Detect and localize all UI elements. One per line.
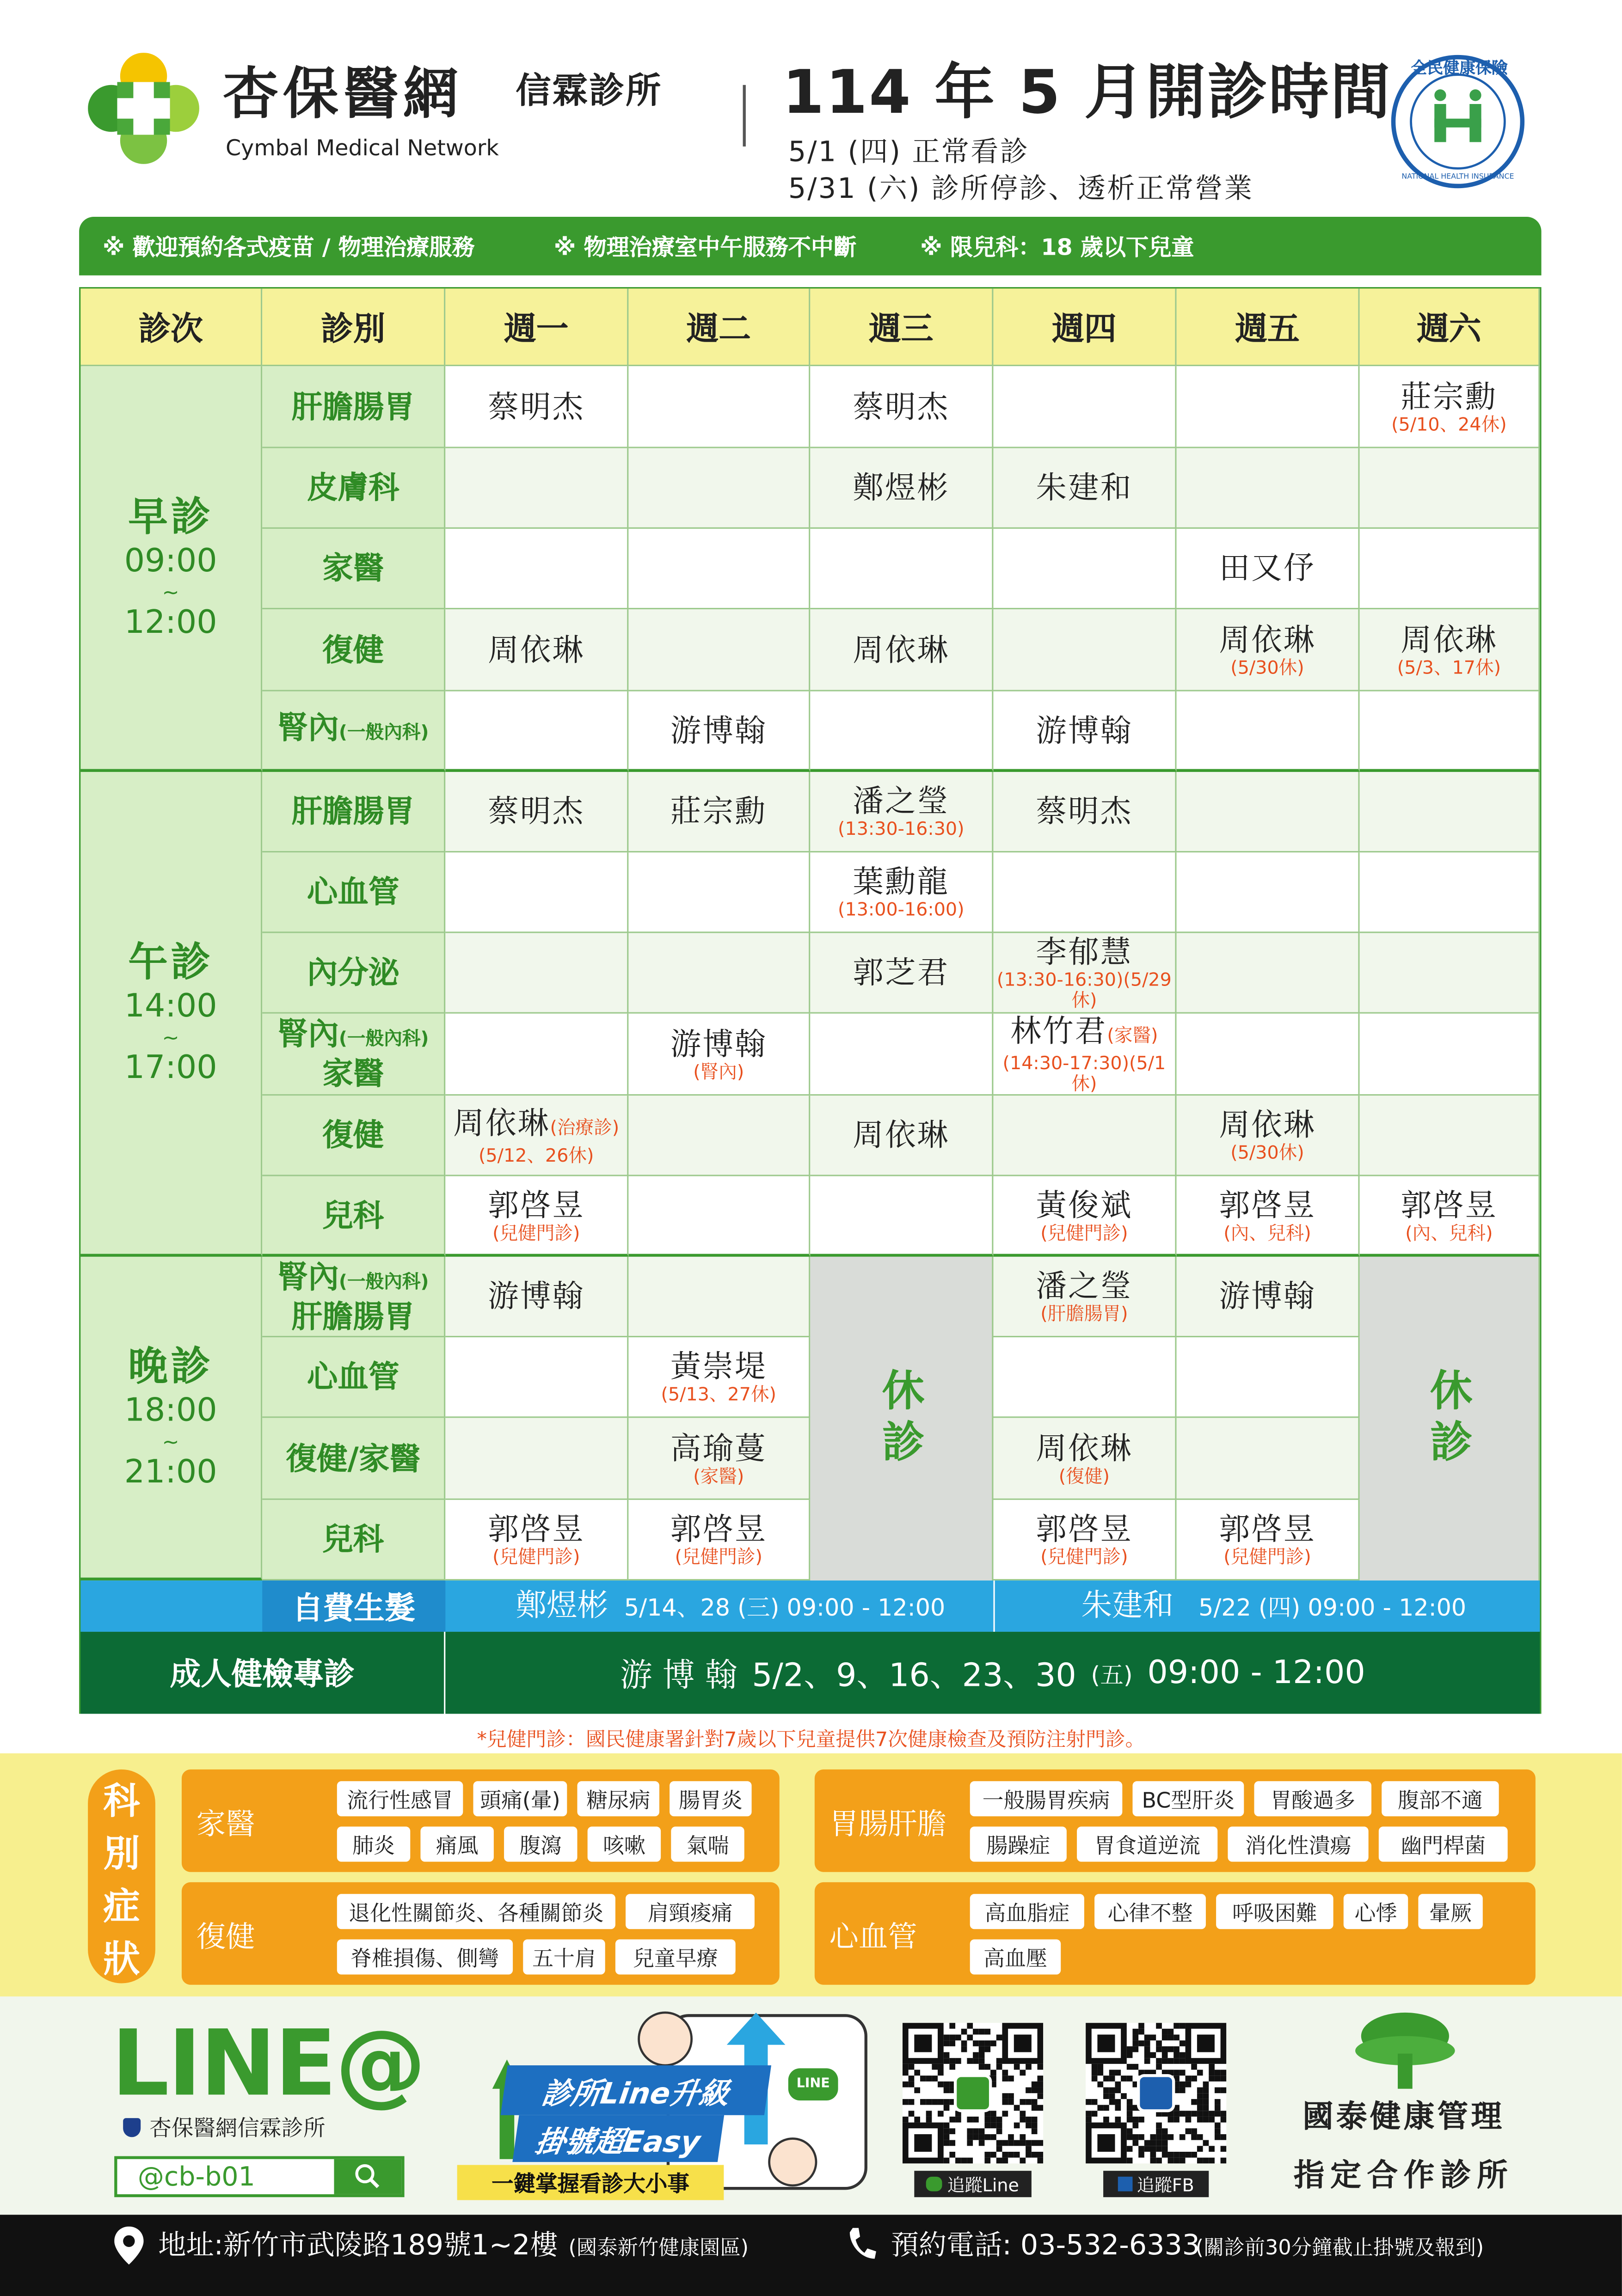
schedule-cell [993,772,1176,852]
doctor-tag: (家醫) [1107,1023,1158,1046]
symptom-tag: 胃酸過多 [1254,1781,1371,1816]
doctor-name: 周依琳 [1036,1430,1133,1466]
doctor-name: 游博翰 [488,1279,585,1314]
symptom-group-label: 家醫 [196,1805,255,1841]
department-label [262,366,445,448]
symptom-tag: 一般腸胃疾病 [970,1781,1123,1816]
schedule-cell [1360,852,1540,933]
schedule-note: (13:30-16:30) [838,817,965,839]
column-header: 週一 [445,288,628,366]
schedule-cell [1360,609,1540,691]
schedule-cell [445,772,628,852]
schedule-note: (內、兒科) [1405,1221,1493,1243]
symptom-tag: 肩頸痠痛 [626,1894,755,1929]
schedule-note: (兒健門診) [492,1221,580,1243]
doctor-name: 潘之瑩 [1036,1268,1133,1304]
schedule-cell [1360,692,1540,772]
doctor-name: 郭啓昱 [488,1512,585,1547]
schedule-cell [628,366,810,448]
line-at-logo: LINE@ [111,2009,425,2117]
symptom-tag: 退化性關節炎、各種關節炎 [337,1894,615,1929]
doctor-name: 周依琳 [1219,1107,1316,1143]
department-name: 肝膽腸胃 [291,794,415,829]
session-start: 09:00 [124,543,217,580]
symptom-tag: 消化性潰瘍 [1228,1826,1368,1861]
doctor-name: 莊宗勳 [670,794,767,829]
symptom-group-label: 胃腸肝膽 [829,1805,947,1841]
schedule-cell [993,692,1176,772]
department-label [262,1337,445,1418]
schedule-cell [628,1096,810,1176]
department-label [262,1096,445,1176]
schedule-note: (5/12、26休) [479,1143,594,1165]
department-label [262,852,445,933]
checkup-label: 成人健檢專診 [80,1632,445,1714]
doctor-name: 林竹君 [1010,1013,1107,1049]
schedule-cell [810,609,993,691]
column-header: 診別 [262,288,445,366]
doctor-name: 游博翰 [1219,1279,1316,1314]
hair-doctor-2: 朱建和 [1081,1587,1174,1623]
notice-line-1: 5/1 (四) 正常看診 [788,136,1030,169]
facebook-small-icon [1118,2177,1133,2192]
session-tilde: ~ [162,581,179,605]
schedule-note: (兒健門診) [1040,1545,1128,1567]
doctor-name: 周依琳 [453,1105,550,1140]
schedule-note: (5/30休) [1230,1141,1304,1163]
schedule-cell [1177,692,1360,772]
doctor-name: 莊宗勳 [1401,379,1498,414]
session-end: 21:00 [124,1454,217,1491]
schedule-cell [445,366,628,448]
department-name: 家醫 [322,551,384,586]
schedule-cell [1177,1500,1360,1580]
schedule-cell [993,1257,1176,1337]
search-icon[interactable] [334,2159,401,2194]
brand-english: Cymbal Medical Network [225,135,499,161]
department-name-secondary: 家醫 [322,1056,384,1091]
symptom-group-label: 復健 [196,1918,255,1953]
doctor-name: 周依琳 [853,632,950,667]
schedule-cell [628,692,810,772]
schedule-cell [628,1257,810,1337]
schedule-cell [810,366,993,448]
qr-fb-label-text: 追蹤FB [1137,2174,1194,2195]
schedule-cell [993,933,1176,1014]
brand-name: 杏保醫網 [222,61,463,126]
doctor-name: 田又伃 [1219,551,1316,586]
doctor-name: 蔡明杰 [488,389,585,424]
schedule-cell [445,692,628,772]
doctor-name: 游博翰 [670,1026,767,1061]
doctor-name: 周依琳 [853,1117,950,1153]
department-label [262,1418,445,1500]
session-end: 12:00 [124,604,217,641]
symptoms-title [88,1769,155,1984]
doctor-name: 周依琳 [488,632,585,667]
department-label [262,448,445,529]
doctor-name: 潘之瑩 [853,784,950,819]
banner-item-pediatrics: ※ 限兒科：18 歲以下兒童 [920,234,1194,261]
symptom-tag: 咳嗽 [588,1826,661,1861]
doctor-name: 黃俊斌 [1036,1187,1133,1223]
department-name: 皮膚科 [307,470,399,506]
schedule-note: (13:00-16:00) [838,898,965,920]
column-header: 週三 [810,288,993,366]
symptom-tag: BC型肝炎 [1132,1781,1244,1816]
department-subtype: (一般內科) [338,1269,429,1292]
schedule-cell [445,1014,628,1096]
schedule-cell [810,448,993,529]
slogan-one-click: 一鍵掌握看診大小事 [457,2165,724,2200]
schedule-note: (5/30休) [1230,655,1304,678]
department-name: 肝膽腸胃 [291,389,415,424]
line-badge: LINE [788,2068,838,2100]
symptom-tag: 肺炎 [337,1826,410,1861]
department-name: 腎內 [277,710,339,746]
promo-clinic-name: 杏保醫網信霖診所 [149,2115,326,2142]
session-name: 晚診 [128,1344,214,1390]
schedule-cell [993,366,1176,448]
checkup-weekday: (五) [1091,1660,1133,1689]
closed-block: 休診 [1360,1257,1540,1580]
symptom-tag: 高血脂症 [970,1894,1084,1929]
schedule-cell [445,529,628,609]
schedule-cell [810,933,993,1014]
schedule-cell [628,1418,810,1500]
page-title: 114 年 5 月開診時間 [782,57,1392,128]
schedule-cell [810,772,993,852]
schedule-cell [1177,1418,1360,1500]
schedule-cell [810,1096,993,1176]
schedule-cell [993,529,1176,609]
schedule-note: (復健) [1058,1464,1110,1486]
schedule-cell [810,692,993,772]
doctor-name: 游博翰 [670,712,767,748]
session-tilde: ~ [162,1430,179,1454]
department-label [262,529,445,609]
symptom-tag: 流行性感冒 [337,1781,463,1816]
banner-item-vaccine: ※ 歡迎預約各式疫苗 / 物理治療服務 [102,234,475,261]
doctor-name: 蔡明杰 [488,794,585,829]
hair-divider [993,1580,995,1632]
schedule-cell [445,852,628,933]
session-name: 午診 [128,939,214,986]
symptom-tag: 心悸 [1344,1894,1408,1929]
doctor-name: 周依琳 [1219,622,1316,657]
qr-code-line[interactable] [903,2023,1043,2163]
doctor-name: 蔡明杰 [853,389,950,424]
column-header: 週五 [1177,288,1360,366]
doctor-name: 游博翰 [1036,712,1133,748]
doctor-name: 郭啓昱 [670,1512,767,1547]
doctor-name: 葉勳龍 [853,864,950,900]
notice-line-2: 5/31 (六) 診所停診、透析正常營業 [788,172,1254,205]
symptom-tag: 頭痛(暈) [473,1781,567,1816]
hair-time-1: 5/14、28 (三) 09:00 - 12:00 [624,1593,946,1622]
schedule-cell [1177,1176,1360,1257]
schedule-cell [628,933,810,1014]
department-name-secondary: 肝膽腸胃 [291,1298,415,1334]
department-subtype: (一般內科) [338,1027,429,1049]
schedule-cell [993,1500,1176,1580]
schedule-cell [993,1096,1176,1176]
doctor-name: 黃崇堤 [670,1349,767,1384]
department-label [262,1014,445,1096]
department-name: 心血管 [307,874,399,910]
schedule-note: (5/13、27休) [661,1383,777,1405]
clinic-shield-icon [123,2118,141,2137]
department-name: 復健/家醫 [286,1440,420,1476]
symptom-tag: 腹瀉 [504,1826,577,1861]
session-cell [80,1257,262,1580]
header-divider [743,85,746,147]
session-tilde: ~ [162,1026,179,1050]
schedule-cell [1360,1014,1540,1096]
symptoms-title-char: 別 [103,1832,140,1875]
symptom-tag: 兒童早療 [615,1939,736,1974]
schedule-cell [1177,1257,1360,1337]
schedule-cell [1360,448,1540,529]
schedule-note: (13:30-16:30)(5/29休) [996,968,1172,1011]
department-name: 腎內 [277,1016,339,1052]
line-small-icon [927,2177,943,2192]
location-pin-icon [114,2227,143,2265]
schedule-note: (兒健門診) [492,1545,580,1567]
schedule-cell [445,1337,628,1418]
schedule-note: (家醫) [693,1464,744,1486]
department-label [262,1257,445,1337]
department-label [262,933,445,1014]
schedule-cell [1177,852,1360,933]
doctor-name: 郭芝君 [853,955,950,991]
symptom-group-label: 心血管 [829,1918,917,1953]
symptom-tag: 腹部不適 [1382,1781,1499,1816]
schedule-cell [628,448,810,529]
doctor-name: 周依琳 [1401,622,1498,657]
schedule-note: (14:30-17:30)(5/1休) [1002,1052,1166,1095]
department-label [262,772,445,852]
symptom-tag: 心律不整 [1094,1894,1206,1929]
schedule-note: (兒健門診) [1223,1545,1311,1567]
hair-loss-label: 自費生髮 [262,1580,445,1632]
schedule-cell [445,448,628,529]
department-label [262,1500,445,1580]
doctor-name: 郭啓昱 [1036,1512,1133,1547]
qr-line-label [914,2171,1032,2197]
schedule-cell [628,852,810,933]
brand-subname: 信霖診所 [516,70,663,111]
schedule-cell [445,933,628,1014]
department-name: 兒科 [322,1197,384,1233]
column-header: 診次 [80,288,262,366]
doctor-name: 郭啓昱 [1219,1187,1316,1223]
schedule-cell [445,1176,628,1257]
doctor-name: 郭啓昱 [1401,1187,1498,1223]
schedule-cell [1177,366,1360,448]
qr-line-label-text: 追蹤Line [947,2174,1019,2195]
symptom-tag: 氣喘 [671,1826,744,1861]
department-subtype: (一般內科) [338,721,429,743]
symptom-tag: 腸胃炎 [670,1781,751,1816]
session-end: 17:00 [124,1049,217,1086]
nhi-badge-text: 全民健康保險 [1411,58,1508,78]
hair-time-2: 5/22 (四) 09:00 - 12:00 [1198,1593,1467,1622]
schedule-note: (內、兒科) [1223,1221,1311,1243]
department-name: 內分泌 [307,955,399,991]
partner-designation: 指定合作診所 [1294,2157,1514,2193]
doctor-name: 朱建和 [1036,470,1133,506]
checkup-dates: 5/2、9、16、23、30 [752,1657,1076,1694]
cathay-tree-icon [1351,2007,1459,2092]
schedule-cell [1177,1337,1360,1418]
checkup-time: 09:00 - 12:00 [1147,1654,1365,1691]
schedule-cell [628,1014,810,1096]
column-header: 週四 [993,288,1176,366]
schedule-note: (5/3、17休) [1397,655,1501,678]
schedule-cell [1177,448,1360,529]
schedule-cell [993,1176,1176,1257]
symptom-tag: 呼吸困難 [1216,1894,1333,1929]
banner-item-physio: ※ 物理治療室中午服務不中斷 [553,234,857,261]
checkup-doc: 游 博 翰 [620,1657,737,1694]
symptom-tag: 腸躁症 [970,1826,1067,1861]
footnote: *兒健門診：國民健康署針對7歲以下兒童提供7次健康檢查及預防注射門診。 [477,1728,1145,1752]
schedule-cell [628,529,810,609]
symptom-tag: 五十肩 [523,1939,605,1974]
schedule-cell [1360,366,1540,448]
schedule-cell [628,1500,810,1580]
schedule-cell [993,448,1176,529]
session-cell [80,366,262,772]
address-text: 地址:新竹市武陵路189號1~2樓 [158,2229,558,2262]
symptom-tag: 高血壓 [970,1939,1061,1974]
schedule-cell [1177,1014,1360,1096]
department-name: 復健 [322,1117,384,1153]
department-name: 腎內 [277,1259,339,1294]
schedule-cell [810,852,993,933]
department-name: 兒科 [322,1522,384,1557]
schedule-cell [445,1500,628,1580]
schedule-cell [445,1257,628,1337]
department-name: 復健 [322,632,384,667]
qr-fb-label [1103,2171,1209,2197]
column-header: 週六 [1360,288,1540,366]
schedule-cell [993,1337,1176,1418]
schedule-cell [1360,1096,1540,1176]
schedule-cell [1177,529,1360,609]
phone-icon [847,2227,876,2262]
schedule-cell [628,772,810,852]
phone-note: (關診前30分鐘截止掛號及報到) [1195,2236,1484,2260]
schedule-cell [628,1176,810,1257]
slogan-line-upgrade: 診所Line升級 [500,2065,771,2115]
session-cell [80,772,262,1257]
session-name: 早診 [128,494,214,540]
symptoms-title-char: 科 [103,1780,140,1822]
schedule-cell [445,1418,628,1500]
schedule-cell [810,1014,993,1096]
hair-doctor-1: 鄭煜彬 [516,1587,608,1623]
schedule-cell [810,1176,993,1257]
line-id-text: @cb-b01 [137,2162,255,2193]
schedule-cell [1177,933,1360,1014]
symptoms-title-char: 狀 [103,1938,140,1981]
doctor-tag: (治療診) [550,1115,620,1138]
session-start: 14:00 [124,988,217,1025]
department-name: 心血管 [307,1359,399,1395]
symptom-tag: 暈厥 [1418,1894,1482,1929]
schedule-cell [1177,1096,1360,1176]
schedule-cell [628,1337,810,1418]
nhi-badge-english: NATIONAL HEALTH INSURANCE [1401,172,1514,182]
doctor-name: 李郁慧 [1036,934,1133,970]
schedule-note: (肝膽腸胃) [1040,1302,1128,1324]
schedule-cell [445,1096,628,1176]
schedule-cell [1360,772,1540,852]
phone-text[interactable]: 預約電話: 03-532-6333 [891,2229,1200,2262]
doctor-name: 高瑜蔓 [670,1430,767,1466]
department-label [262,1176,445,1257]
schedule-cell [1360,933,1540,1014]
schedule-cell [628,609,810,691]
schedule-cell [1360,1176,1540,1257]
department-label [262,609,445,691]
session-start: 18:00 [124,1392,217,1429]
doctor-name: 郭啓昱 [488,1187,585,1223]
line-id-search-box[interactable] [114,2156,404,2197]
schedule-note: (兒健門診) [1040,1221,1128,1243]
schedule-note: (兒健門診) [675,1545,762,1567]
qr-code-facebook[interactable] [1086,2023,1226,2163]
address-note: (國泰新竹健康園區) [568,2236,749,2260]
schedule-cell [810,529,993,609]
department-label [262,692,445,772]
doctor-name: 鄭煜彬 [853,470,950,506]
doctor-name: 蔡明杰 [1036,794,1133,829]
symptom-tag: 胃食道逆流 [1077,1826,1217,1861]
clinic-logo-icon [88,53,199,164]
schedule-cell [993,852,1176,933]
checkup-detail [445,1632,1540,1714]
symptoms-title-char: 症 [103,1885,140,1928]
symptom-tag: 脊椎損傷、側彎 [337,1939,513,1974]
schedule-cell [1177,609,1360,691]
symptom-tag: 幽門桿菌 [1379,1826,1508,1861]
schedule-note: (腎內) [693,1059,744,1082]
schedule-cell [993,609,1176,691]
schedule-note: (5/10、24休) [1391,412,1507,435]
closed-block: 休診 [810,1257,993,1580]
schedule-cell [993,1418,1176,1500]
slogan-easy-booking: 掛號超Easy [512,2115,724,2162]
column-header: 週二 [628,288,810,366]
partner-name: 國泰健康管理 [1303,2099,1505,2134]
symptom-tag: 痛風 [420,1826,493,1861]
schedule-cell [1360,529,1540,609]
doctor-name: 郭啓昱 [1219,1512,1316,1547]
schedule-cell [445,609,628,691]
symptom-tag: 糖尿病 [578,1781,659,1816]
schedule-cell [993,1014,1176,1096]
schedule-cell [1177,772,1360,852]
